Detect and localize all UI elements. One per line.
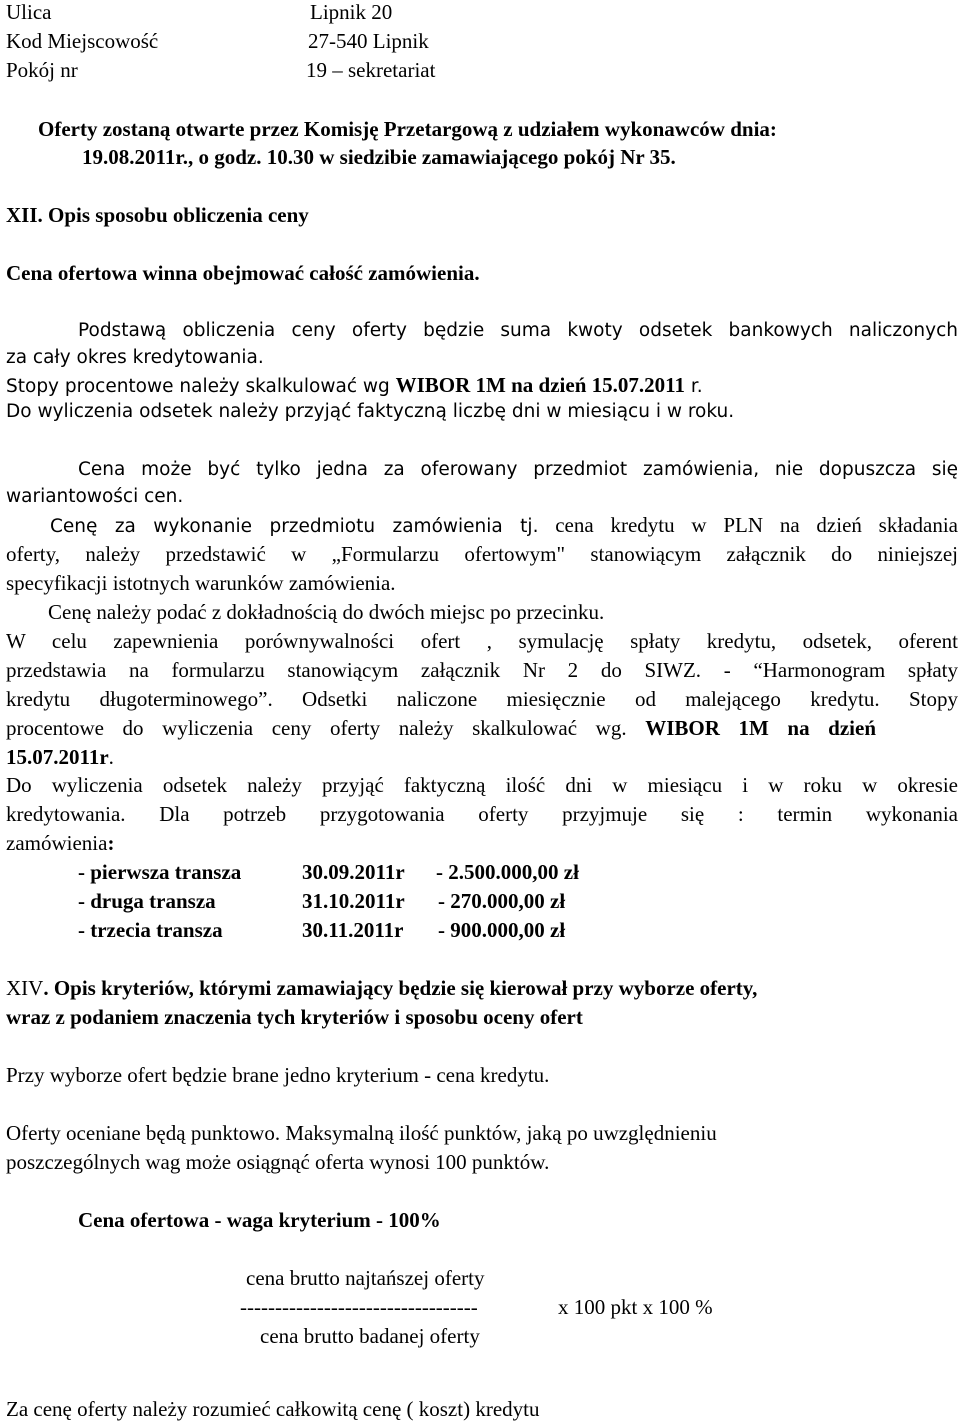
section-14-p1: Przy wyborze ofert będzie brane jedno kryterium - cena kredytu. <box>6 1063 550 1087</box>
pokoj-value: 19 – sekretariat <box>306 58 436 82</box>
section-14-p2-line2: poszczególnych wag może osiągnąć oferta wynosi 100 punktów. <box>6 1150 550 1174</box>
tranche-3-amount: - 900.000,00 zł <box>438 918 566 942</box>
section-12-p5-line1: Cena może być tylko jedna za oferowany przedmiot zamówienia, nie dopuszcza się <box>78 459 958 480</box>
section-12-p3 <box>6 373 703 399</box>
p8-l4-plain: procentowe do wyliczenia ceny oferty należy skalkulować wg. <box>6 716 646 740</box>
p9-l3-text: zamówienia <box>6 831 108 855</box>
section-14-heading-line1 <box>6 976 757 1000</box>
p6-sans: Cenę za wykonanie przedmiotu zamówienia tj. <box>50 516 539 537</box>
section-14-last-line: Za cenę oferty należy rozumieć całkowitą cenę ( koszt) kredytu <box>6 1397 540 1421</box>
opening-line-1: Oferty zostaną otwarte przez Komisję Przetargową z udziałem wykonawców dnia: <box>38 117 777 141</box>
kod-value: 27-540 Lipnik <box>308 29 429 53</box>
section-12-p9-line2: kredytowania. Dla potrzeb przygotowania oferty przyjmuje się : termin wykonania <box>6 802 958 826</box>
criterion-line: Cena ofertowa - waga kryterium - 100% <box>78 1208 441 1232</box>
section-12-p2-line1: Podstawą obliczenia ceny oferty będzie suma kwoty odsetek bankowych naliczonych <box>78 320 958 341</box>
section-12-p5-line2: wariantowości cen. <box>6 486 184 507</box>
tranche-1-amount: - 2.500.000,00 zł <box>436 860 579 884</box>
p8-l5-end: . <box>108 745 114 769</box>
section-12-p6-line1 <box>50 513 958 539</box>
section-12-p8-line3: kredytu długoterminowego”. Odsetki naliczone miesięcznie od malejącego kredytu. Stopy <box>6 687 958 711</box>
section-12-p8-line5 <box>6 745 114 769</box>
opening-line-2: 19.08.2011r., o godz. 10.30 w siedzibie zamawiającego pokój Nr 35. <box>82 145 676 169</box>
p9-l3-colon: : <box>107 831 115 855</box>
section-12-p9-line3 <box>6 831 114 855</box>
section-14-heading-rest: . Opis kryteriów, którymi zamawiający będzie się kierował przy wyborze oferty, <box>43 976 758 1000</box>
section-12-p6-line2: oferty, należy przedstawić w „Formularzu ofertowym" stanowiącym załącznik do niniejszej <box>6 542 958 566</box>
section-12-p2-line2: za cały okres kredytowania. <box>6 347 264 368</box>
section-12-p8-line4 <box>6 716 876 740</box>
tranche-3-date: 30.11.2011r <box>302 918 404 942</box>
section-12-p9-line1: Do wyliczenia odsetek należy przyjąć faktyczną ilość dni w miesiącu i w roku w okresie <box>6 773 958 797</box>
section-12-p7: Cenę należy podać z dokładnością do dwóch miejsc po przecinku. <box>48 600 605 624</box>
section-14-number: XIV <box>6 976 44 1000</box>
tranche-3-name: - trzecia transza <box>78 918 223 942</box>
section-12-p6-line3: specyfikacji istotnych warunków zamówienia. <box>6 571 396 595</box>
ulica-value: Lipnik 20 <box>310 0 393 24</box>
tranche-2-date: 31.10.2011r <box>302 889 405 913</box>
tranche-1-date: 30.09.2011r <box>302 860 405 884</box>
section-12-p8-line1: W celu zapewnienia porównywalności ofert , symulację spłaty kredytu, odsetek, oferent <box>6 629 958 653</box>
formula-multiplier: x 100 pkt x 100 % <box>558 1295 713 1319</box>
tranche-1-name: - pierwsza transza <box>78 860 242 884</box>
section-14-heading-line2: wraz z podaniem znaczenia tych kryteriów i sposobu oceny ofert <box>6 1005 583 1029</box>
formula-numerator: cena brutto najtańszej oferty <box>246 1266 485 1290</box>
p6-serif: cena kredytu w PLN na dzień składania <box>538 513 958 537</box>
p3-end: r. <box>684 376 703 397</box>
tranche-2-name: - druga transza <box>78 889 216 913</box>
tranche-2-amount: - 270.000,00 zł <box>438 889 566 913</box>
ulica-label: Ulica <box>6 0 52 24</box>
section-14-p2-line1: Oferty oceniane będą punktowo. Maksymalną ilość punktów, jaką po uwzględnieniu <box>6 1121 717 1145</box>
formula-denominator: cena brutto badanej oferty <box>260 1324 480 1348</box>
p3-bold: WIBOR 1M na dzień 15.07.2011 <box>395 373 685 397</box>
section-12-p8-line2: przedstawia na formularzu stanowiącym załącznik Nr 2 do SIWZ. - “Harmonogram spłaty <box>6 658 958 682</box>
section-12-heading: XII. Opis sposobu obliczenia ceny <box>6 203 309 227</box>
p8-l5-bold: 15.07.2011r <box>6 745 109 769</box>
p8-l4-bold: WIBOR 1M na dzień <box>645 716 877 740</box>
section-12-p1: Cena ofertowa winna obejmować całość zamówienia. <box>6 261 480 285</box>
pokoj-label: Pokój nr <box>6 58 78 82</box>
formula-fraction-line: ---------------------------------- <box>240 1295 478 1319</box>
kod-label: Kod Miejscowość <box>6 29 159 53</box>
section-12-p4: Do wyliczenia odsetek należy przyjąć faktyczną liczbę dni w miesiącu i w roku. <box>6 401 735 422</box>
p3-plain: Stopy procentowe należy skalkulować wg <box>6 376 396 397</box>
